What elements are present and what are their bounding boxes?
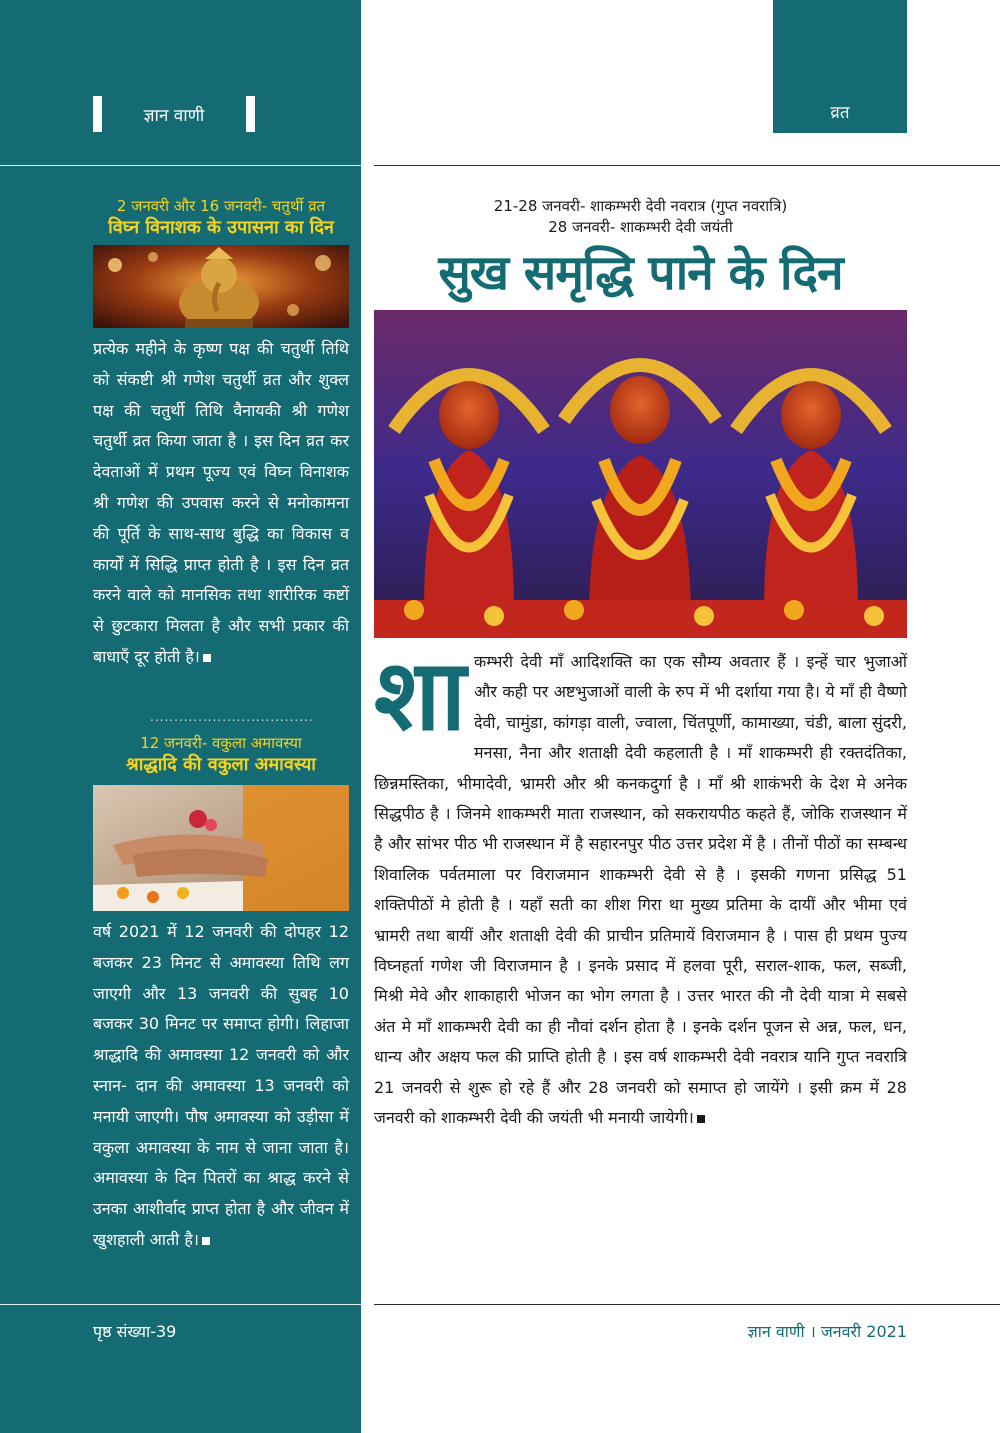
ganesh-image xyxy=(93,245,349,328)
chaturthi-title: विघ्न विनाशक के उपासना का दिन xyxy=(108,217,334,238)
magazine-header-label xyxy=(93,96,255,132)
drop-cap: शा xyxy=(374,639,467,753)
top-rule-left xyxy=(0,165,361,166)
end-mark xyxy=(202,1237,210,1245)
top-rule-right xyxy=(374,165,1000,166)
amavasya-title: श्राद्धादि की वकुला अमावस्या xyxy=(126,754,316,775)
dotted-divider: .................................. xyxy=(150,710,314,724)
main-article xyxy=(374,196,907,1134)
chaturthi-date: 2 जनवरी और 16 जनवरी- चतुर्थी व्रत xyxy=(116,197,326,215)
section-tab xyxy=(773,0,907,133)
sidebar-amavasya xyxy=(93,733,349,1256)
page-number: पृष्ठ संख्या-39 xyxy=(93,1322,177,1341)
bottom-rule-right xyxy=(374,1304,1000,1305)
section-name: व्रत xyxy=(830,103,850,123)
main-headline: सुख समृद्धि पाने के दिन xyxy=(438,245,843,301)
issue-label: ज्ञान वाणी । जनवरी 2021 xyxy=(747,1322,907,1341)
tarpan-image xyxy=(93,785,349,911)
end-mark xyxy=(203,654,211,662)
main-body: शाकम्भरी देवी माँ आदिशक्ति का एक सौम्य अवतार हैं । इन्हें चार भुजाओं और कही पर अष्टभुजाओं वाली के रुप में भी दर्शाया गया है। ये माँ ही वैष्णो देवी, चामुंडा, कांगड़ा वाली, ज्वाला, चिंतपूर्णी, कामाख्या, चंडी, बाला सुंदरी, मनसा, नैना और शताक्षी देवी कहलाती है । माँ शाकम्भरी ही रक्तदंतिका, छिन्नमस्तिका, भीमादेवी, भ्रामरी और श्री कनकदुर्गा है । माँ श्री शाकंभरी के देश मे अनेक सिद्धपीठ है । जिनमे शाकम्भरी माता राजस्थान, को सकरायपीठ कहते हैं, जोकि राजस्थान में है और सांभर पीठ भी राजस्थान में है सहारनपुर पीठ उत्तर प्रदेश में है । तीनों पीठों का सम्बन्ध शिवालिक पर्वतमाला पर विराजमान शाकम्भरी देवी से है । इसकी गणना प्रसिद्ध 51 शक्तिपीठों मे होती है । यहाँ सती का शीश गिरा था मुख्य प्रतिमा के दायीं और भीमा एवं भ्रामरी तथा बायीं और शताक्षी देवी की प्राचीन प्रतिमायें विराजमान है । पास ही प्रथम पुज्य विघ्नहर्ता गणेश जी विराजमान है । इनके प्रसाद में हलवा पूरी, सराल-शाक, फल, सब्जी, मिश्री मेवे और शाकाहारी भोजन का भोग लगता है । उत्तर भारत की नौ देवी यात्रा मे सबसे अंत मे माँ शाकम्भरी देवी का ही नौवां दर्शन होता है । इनके दर्शन पूजन से अन्न, फल, धन, धान्य और अक्षय फल की प्राप्ति होती है । इस वर्ष शाकम्भरी देवी नवरात्र यानि गुप्त नवरात्रि 21 जनवरी से शुरू हो रहे हैं और 28 जनवरी को समाप्त हो जायेंगे । इसी क्रम में 28 जनवरी को शाकम्भरी देवी की जयंती भी मनायी जायेगी। xyxy=(374,639,907,1128)
sidebar-chaturthi xyxy=(93,196,349,673)
header-bar-right xyxy=(246,96,255,132)
bottom-rule-left xyxy=(0,1304,361,1305)
chaturthi-text: प्रत्येक महीने के कृष्ण पक्ष की चतुर्थी तिथि को संकष्टी श्री गणेश चतुर्थी व्रत और शुक्ल पक्ष की चतुर्थी तिथि वैनायकी श्री गणेश चतुर्थी व्रत किया जाता है । इस दिन व्रत कर देवताओं में प्रथम पूज्य एवं विघ्न विनाशक श्री गणेश की उपवास करने से मनोकामना की पूर्ति के साथ-साथ बुद्धि का विकास व कार्यों में सिद्धि प्राप्त होती है । इस दिन व्रत करने वाले को मानसिक तथा शारीरिक कष्टों से छुटकारा मिलता है और सभी प्रकार की बाधाएँ दूर होती है। xyxy=(93,339,349,666)
amavasya-date: 12 जनवरी- वकुला अमावस्या xyxy=(140,734,302,752)
shakambhari-devi-image xyxy=(374,310,907,638)
main-subhead-1: 21-28 जनवरी- शाकम्भरी देवी नवरात्र (गुप्त नवरात्रि) xyxy=(493,197,788,215)
header-bar-left xyxy=(93,96,102,132)
main-subhead-2: 28 जनवरी- शाकम्भरी देवी जयंती xyxy=(548,218,733,236)
amavasya-text: वर्ष 2021 में 12 जनवरी की दोपहर 12 बजकर 23 मिनट से अमावस्या तिथि लग जाएगी और 13 जनवरी की सुबह 10 बजकर 30 मिनट पर समाप्त होगी। लिहाजा श्राद्धादि की अमावस्या 12 जनवरी को और स्नान- दान की अमावस्या 13 जनवरी को मनायी जाएगी। पौष अमावस्या को उड़ीसा में वकुला अमावस्या के नाम से जाना जाता है। अमावस्या के दिन पितरों का श्राद्ध करने से उनका आशीर्वाद प्राप्त होता है और जीवन में खुशहाली आती है। xyxy=(93,922,349,1249)
magazine-name: ज्ञान वाणी xyxy=(143,105,205,126)
end-mark xyxy=(697,1115,705,1123)
